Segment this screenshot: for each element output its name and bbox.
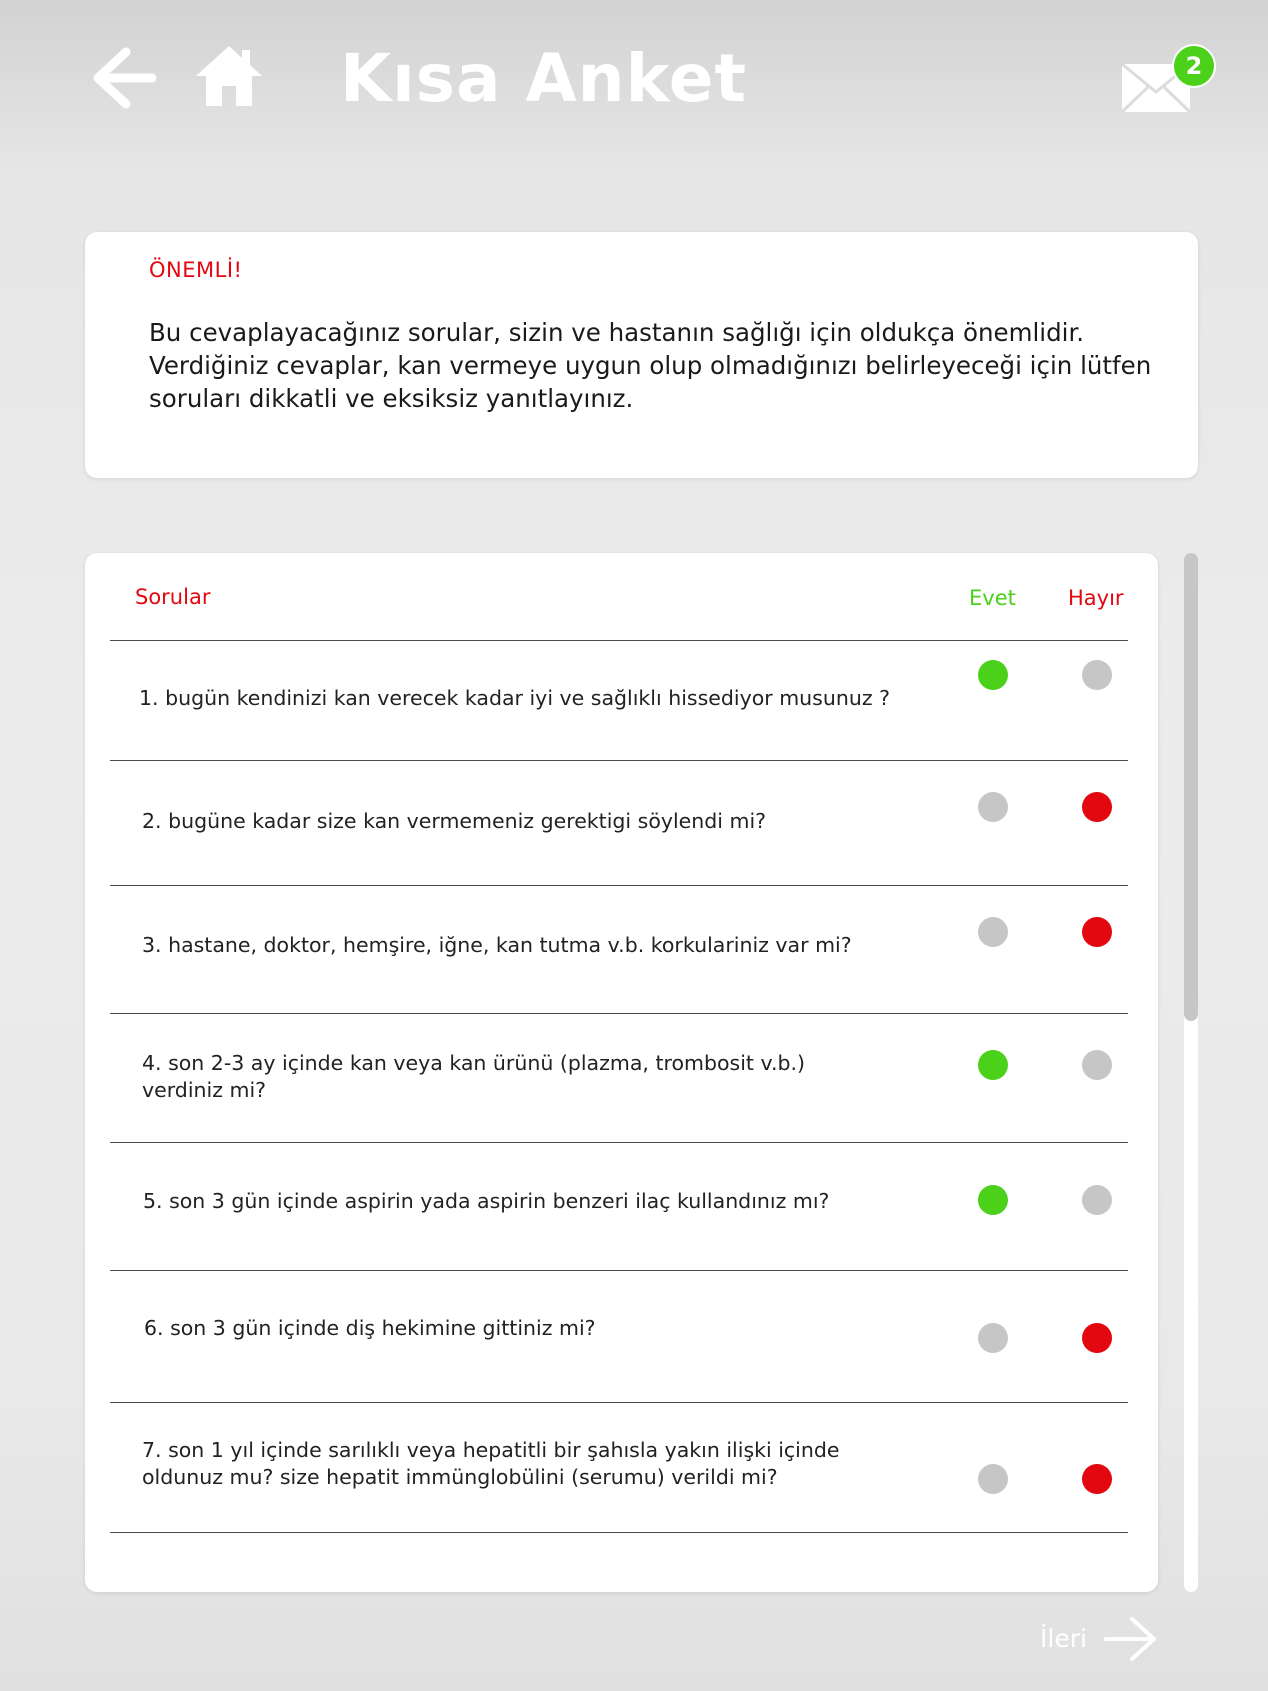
column-header-yes: Evet	[969, 586, 1016, 610]
answer-no-dot[interactable]	[1082, 1464, 1112, 1494]
question-row	[110, 640, 1128, 760]
column-header-questions: Sorular	[135, 585, 211, 609]
question-text: 1. bugün kendinizi kan verecek kadar iyi ve sağlıklı hissediyor musunuz ?	[139, 686, 890, 710]
answer-yes-dot[interactable]	[978, 1050, 1008, 1080]
question-row	[110, 1402, 1128, 1532]
answer-no-dot[interactable]	[1082, 1050, 1112, 1080]
next-button[interactable]	[1040, 1612, 1160, 1666]
question-text: 5. son 3 gün içinde aspirin yada aspirin benzeri ilaç kullandınız mı?	[143, 1189, 830, 1213]
answer-no-dot[interactable]	[1082, 1185, 1112, 1215]
answer-yes-dot[interactable]	[978, 1464, 1008, 1494]
question-row	[110, 1270, 1128, 1402]
notice-card	[85, 232, 1198, 478]
notice-body: Bu cevaplayacağınız sorular, sizin ve hastanın sağlığı için oldukça önemlidir. Verdiğiniz cevaplar, kan vermeye uygun olup olmadığınızı belirleyeceği için lütfen soruları dikkatli ve eksiksiz yanıtlayınız.	[149, 318, 1152, 413]
answer-yes-dot[interactable]	[978, 792, 1008, 822]
next-label: İleri	[1040, 1624, 1087, 1653]
answer-no-dot[interactable]	[1082, 660, 1112, 690]
answer-no-dot[interactable]	[1082, 917, 1112, 947]
arrow-right-icon	[1102, 1614, 1158, 1664]
question-text: 7. son 1 yıl içinde sarılıklı veya hepatitli bir şahısla yakın ilişki içinde oldunuz mu? size hepatit immünglobülini (serumu) verildi mi?	[142, 1438, 840, 1489]
back-button[interactable]	[86, 44, 158, 112]
column-header-no: Hayır	[1068, 586, 1124, 610]
page-title: Kısa Anket	[340, 40, 748, 117]
question-text: 2. bugüne kadar size kan vermemeniz gerektigi söylendi mi?	[142, 809, 767, 833]
question-row	[110, 760, 1128, 885]
answer-yes-dot[interactable]	[978, 660, 1008, 690]
scrollbar-thumb[interactable]	[1184, 553, 1198, 1021]
arrow-left-icon	[86, 44, 158, 112]
question-row	[110, 885, 1128, 1013]
answer-yes-dot[interactable]	[978, 917, 1008, 947]
unread-badge: 2	[1172, 44, 1216, 88]
home-button[interactable]	[194, 44, 264, 108]
question-row	[110, 1013, 1128, 1142]
answer-yes-dot[interactable]	[978, 1323, 1008, 1353]
question-text: 3. hastane, doktor, hemşire, iğne, kan tutma v.b. korkulariniz var mi?	[142, 933, 852, 957]
question-text: 6. son 3 gün içinde diş hekimine gittiniz mi?	[144, 1316, 596, 1340]
notice-heading: ÖNEMLİ!	[149, 258, 243, 282]
question-row	[110, 1142, 1128, 1270]
home-icon	[194, 44, 264, 108]
answer-no-dot[interactable]	[1082, 792, 1112, 822]
answer-yes-dot[interactable]	[978, 1185, 1008, 1215]
row-divider	[110, 1532, 1128, 1533]
questions-card	[85, 553, 1158, 1592]
answer-no-dot[interactable]	[1082, 1323, 1112, 1353]
question-text: 4. son 2-3 ay içinde kan veya kan ürünü (plazma, trombosit v.b.) verdiniz mi?	[142, 1051, 806, 1102]
